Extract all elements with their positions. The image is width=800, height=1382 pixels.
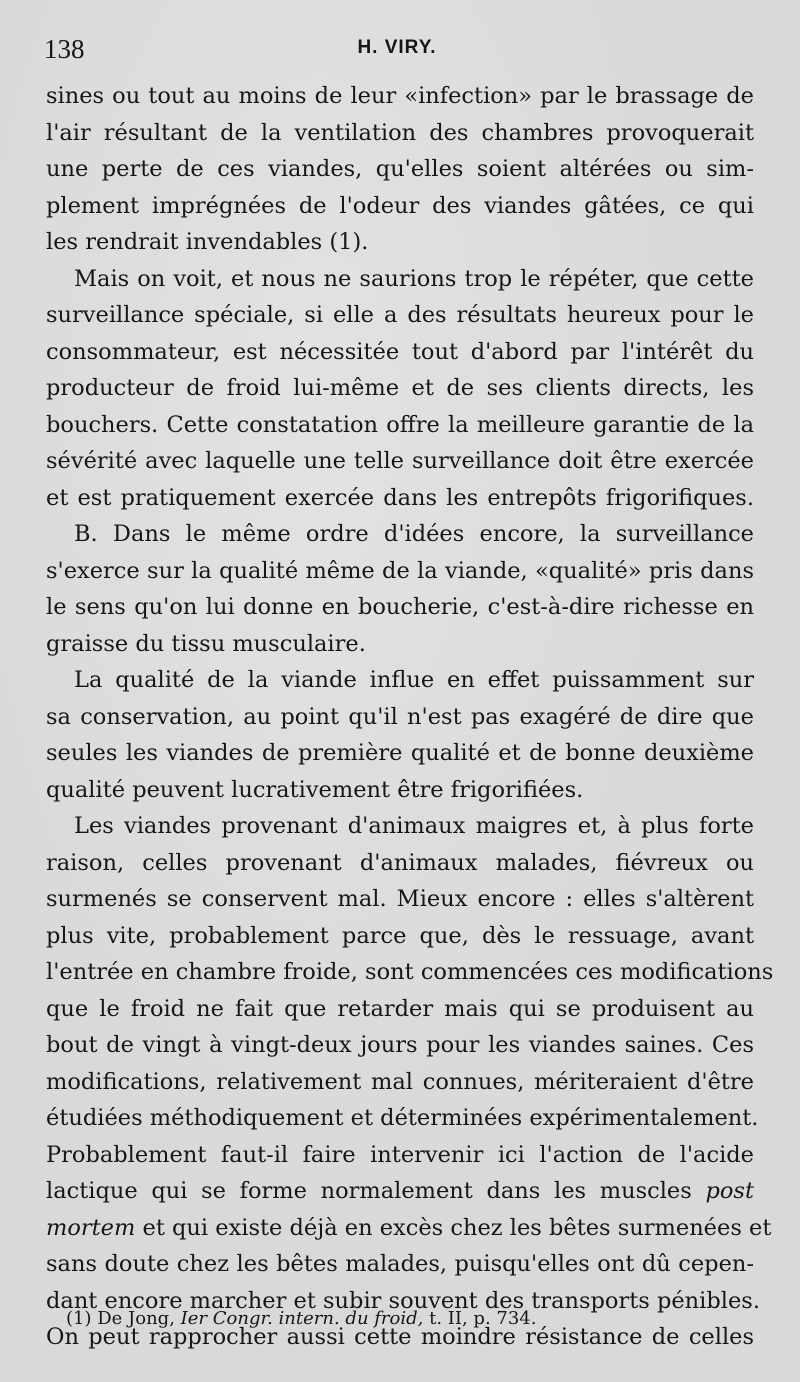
footnote	[66, 1308, 666, 1329]
text-line: une perte de ces viandes, qu'elles soient altérées ou sim-	[46, 156, 754, 182]
text-line-segment: et qui existe déjà en excès chez les bêtes surmenées et	[142, 1214, 772, 1241]
footnote-rest: t. II, p. 734.	[429, 1308, 537, 1329]
text-line: surmenés se conservent mal. Mieux encore : elles s'altèrent	[46, 886, 754, 912]
italic-word: post	[705, 1178, 754, 1204]
text-line: seules les viandes de première qualité et de bonne deuxième	[46, 740, 754, 766]
page-header	[44, 34, 750, 74]
text-line: B. Dans le même ordre d'idées encore, la surveillance	[74, 521, 754, 547]
running-head: H. VIRY.	[357, 37, 437, 58]
text-line: s'exerce sur la qualité même de la viande, «qualité» pris dans	[46, 557, 754, 584]
text-line: sévérité avec laquelle une telle surveillance doit être exercée	[46, 448, 754, 474]
footnote-marker: (1) De Jong,	[66, 1308, 175, 1329]
text-line: sines ou tout au moins de leur «infection» par le brassage de	[46, 83, 754, 109]
text-line: La qualité de la viande influe en effet puissamment sur	[74, 667, 754, 693]
italic-word: mortem	[46, 1214, 136, 1241]
text-line: plus vite, probablement parce que, dès le ressuage, avant	[46, 922, 754, 949]
text-line: consommateur, est nécessitée tout d'abord par l'intérêt du	[46, 338, 754, 365]
text-line: dant encore marcher et subir souvent des transports pénibles.	[46, 1287, 760, 1314]
text-line	[46, 1173, 754, 1210]
page-number: 138	[44, 34, 85, 64]
text-line: les rendrait invendables (1).	[46, 229, 369, 255]
body-text	[46, 78, 774, 1356]
text-line: bout de vingt à vingt-deux jours pour les viandes saines. Ces	[46, 1032, 754, 1058]
text-line: l'air résultant de la ventilation des chambres provoquerait	[46, 119, 754, 146]
text-line-segment: lactique qui se forme normalement dans les muscles	[46, 1178, 692, 1204]
text-line: Mais on voit, et nous ne saurions trop le répéter, que cette	[74, 265, 754, 292]
text-line	[46, 1210, 772, 1247]
text-line: sa conservation, au point qu'il n'est pas exagéré de dire que	[46, 703, 754, 730]
text-line: graisse du tissu musculaire.	[46, 630, 366, 657]
text-line: étudiées méthodiquement et déterminées expérimentalement.	[46, 1105, 759, 1131]
text-line: que le froid ne fait que retarder mais qui se produisent au	[46, 995, 754, 1022]
text-line: Probablement faut-il faire intervenir ici l'action de l'acide	[46, 1141, 754, 1168]
text-line: qualité peuvent lucrativement être frigorifiées.	[46, 776, 584, 803]
text-line: plement imprégnées de l'odeur des viandes gâtées, ce qui	[46, 192, 754, 219]
text-line: producteur de froid lui-même et de ses clients directs, les	[46, 375, 754, 401]
text-line: le sens qu'on lui donne en boucherie, c'est-à-dire richesse en	[46, 594, 754, 620]
text-line: surveillance spéciale, si elle a des résultats heureux pour le	[46, 302, 754, 328]
text-line: Les viandes provenant d'animaux maigres et, à plus forte	[74, 813, 754, 839]
footnote-italic: Ier Congr. intern. du froid,	[180, 1308, 424, 1329]
text-line: et est pratiquement exercée dans les entrepôts frigorifiques.	[46, 484, 754, 511]
text-line: l'entrée en chambre froide, sont commencées ces modifications	[46, 959, 774, 985]
text-line: sans doute chez les bêtes malades, puisqu'elles ont dû cepen-	[46, 1251, 754, 1277]
text-line: bouchers. Cette constatation offre la meilleure garantie de la	[46, 411, 754, 438]
text-line: On peut rapprocher aussi cette moindre résistance de celles	[46, 1324, 754, 1350]
text-line: raison, celles provenant d'animaux malades, fiévreux ou	[46, 849, 754, 876]
text-line: modifications, relativement mal connues, mériteraient d'être	[46, 1068, 754, 1095]
